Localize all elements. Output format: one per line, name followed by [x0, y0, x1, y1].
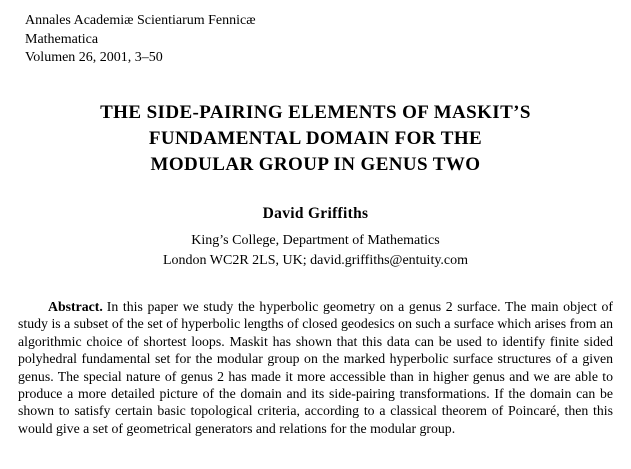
- journal-series: Mathematica: [25, 31, 99, 47]
- paper-title: [0, 100, 631, 178]
- affiliation-address-email: London WC2R 2LS, UK; david.griffiths@entuity.com: [162, 252, 469, 268]
- abstract-paragraph: [18, 298, 613, 437]
- abstract-label: Abstract.: [48, 299, 103, 314]
- journal-name: Annales Academiæ Scientiarum Fennicæ: [25, 13, 256, 28]
- abstract-text: In this paper we study the hyperbolic geometry on a genus 2 surface. The main object of study is a subset of the set of hyperbolic lengths of closed geodesics on such a surface which arises from an algorithmic choice of shortest loops. Maskit has shown that this data can be used to identify finite sided polyhedral fundamental set for the modular group on the marked hyperbolic surface structures of a given genus. The special nature of genus 2 has made it more accessible than in higher genus and we are able to produce a more detailed picture of the domain and its side-pairing transformations. If the domain can be shown to satisfy certain basic topological criteria, according to a classical theorem of Poincaré, then this would give a set of geometrical generators and relations for the modular group.: [18, 299, 613, 436]
- paper-title-line-3: MODULAR GROUP IN GENUS TWO: [150, 154, 481, 175]
- journal-header: [25, 12, 256, 68]
- affiliation: [0, 231, 631, 270]
- journal-volume-info: Volumen 26, 2001, 3–50: [25, 50, 163, 65]
- paper-title-line-1: THE SIDE-PAIRING ELEMENTS OF MASKIT’S: [100, 102, 531, 123]
- paper-title-line-2: FUNDAMENTAL DOMAIN FOR THE: [148, 128, 483, 149]
- author-name: David Griffiths: [262, 205, 369, 222]
- affiliation-institution: King’s College, Department of Mathematics: [191, 233, 440, 248]
